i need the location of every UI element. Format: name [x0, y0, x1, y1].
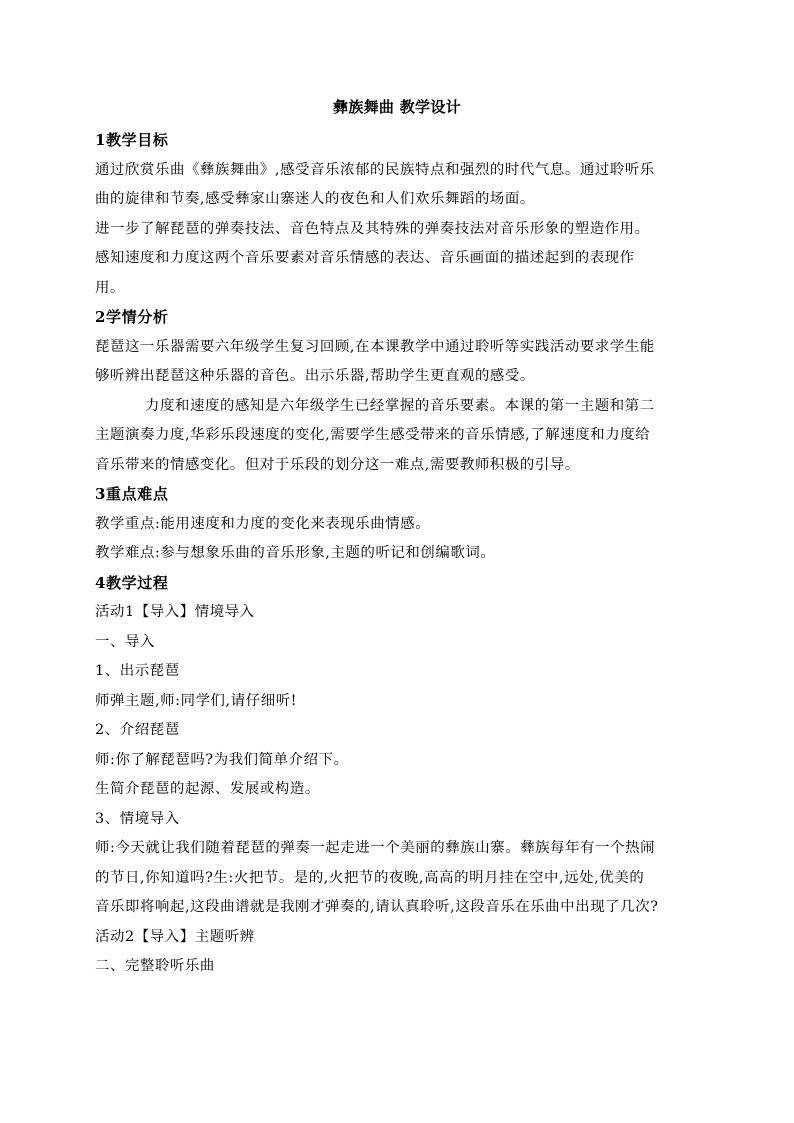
paragraph-line: 二、完整聆听乐曲: [95, 958, 215, 974]
paragraph-line: 2、介绍琵琶: [95, 722, 180, 738]
paragraph-line: 音乐即将响起,这段曲谱就是我刚才弹奏的,请认真聆听,这段音乐在乐曲中出现了几次?: [95, 899, 659, 915]
document-body: [95, 126, 705, 982]
paragraph-line: 曲的旋律和节奏,感受彝家山寨迷人的夜色和人们欢乐舞蹈的场面。: [95, 191, 535, 207]
section-heading: 3重点难点: [95, 485, 169, 503]
paragraph-line: 生简介琵琶的起源、发展或构造。: [95, 781, 320, 797]
section-heading: 1教学目标: [95, 131, 169, 149]
paragraph-line: 教学重点:能用速度和力度的变化来表现乐曲情感。: [95, 515, 431, 532]
paragraph-line: 师:今天就让我们随着琵琶的弹奏一起走进一个美丽的彝族山寨。彝族每年有一个热闹: [95, 840, 656, 856]
paragraph-line: 进一步了解琵琶的弹奏技法、音色特点及其特殊的弹奏技法对音乐形象的塑造作用。: [95, 220, 650, 237]
paragraph-line: 3、情境导入: [95, 810, 180, 827]
paragraph-line: 力度和速度的感知是六年级学生已经掌握的音乐要素。本课的第一主题和第二: [145, 397, 655, 414]
paragraph-line: 活动1【导入】情境导入: [95, 604, 255, 620]
section-heading: 4教学过程: [95, 573, 169, 592]
paragraph-line: 一、导入: [95, 633, 155, 650]
paragraph-line: 琵琶这一乐器需要六年级学生复习回顾,在本课教学中通过聆听等实践活动要求学生能: [95, 338, 655, 355]
section-heading: 2学情分析: [95, 308, 169, 326]
paragraph-line: 音乐带来的情感变化。但对于乐段的划分这一难点,需要教师积极的引导。: [95, 456, 580, 473]
document-title: 彝族舞曲 教学设计: [333, 98, 461, 116]
paragraph-line: 1、出示琵琶: [95, 663, 180, 679]
paragraph-line: 够听辨出琵琶这种乐器的音色。出示乐器,帮助学生更直观的感受。: [95, 368, 535, 384]
paragraph-line: 师:你了解琵琶吗?为我们简单介绍下。: [95, 751, 349, 768]
paragraph-line: 感知速度和力度这两个音乐要素对音乐情感的表达、音乐画面的描述起到的表现作: [95, 250, 635, 266]
paragraph-line: 主题演奏力度,华彩乐段速度的变化,需要学生感受带来的音乐情感,了解速度和力度给: [95, 427, 651, 443]
paragraph-line: 的节日,你知道吗?生:火把节。是的,火把节的夜晚,高高的明月挂在空中,远处,优美的: [95, 869, 645, 886]
paragraph-line: 活动2【导入】主题听辨: [95, 928, 255, 945]
paragraph-line: 通过欣赏乐曲《彝族舞曲》,感受音乐浓郁的民族特点和强烈的时代气息。通过聆听乐: [95, 161, 655, 178]
paragraph-line: 用。: [95, 279, 125, 296]
paragraph-line: 师弹主题,师:同学们,请仔细听!: [95, 692, 298, 709]
paragraph-line: 教学难点:参与想象乐曲的音乐形象,主题的听记和创编歌词。: [95, 545, 496, 561]
